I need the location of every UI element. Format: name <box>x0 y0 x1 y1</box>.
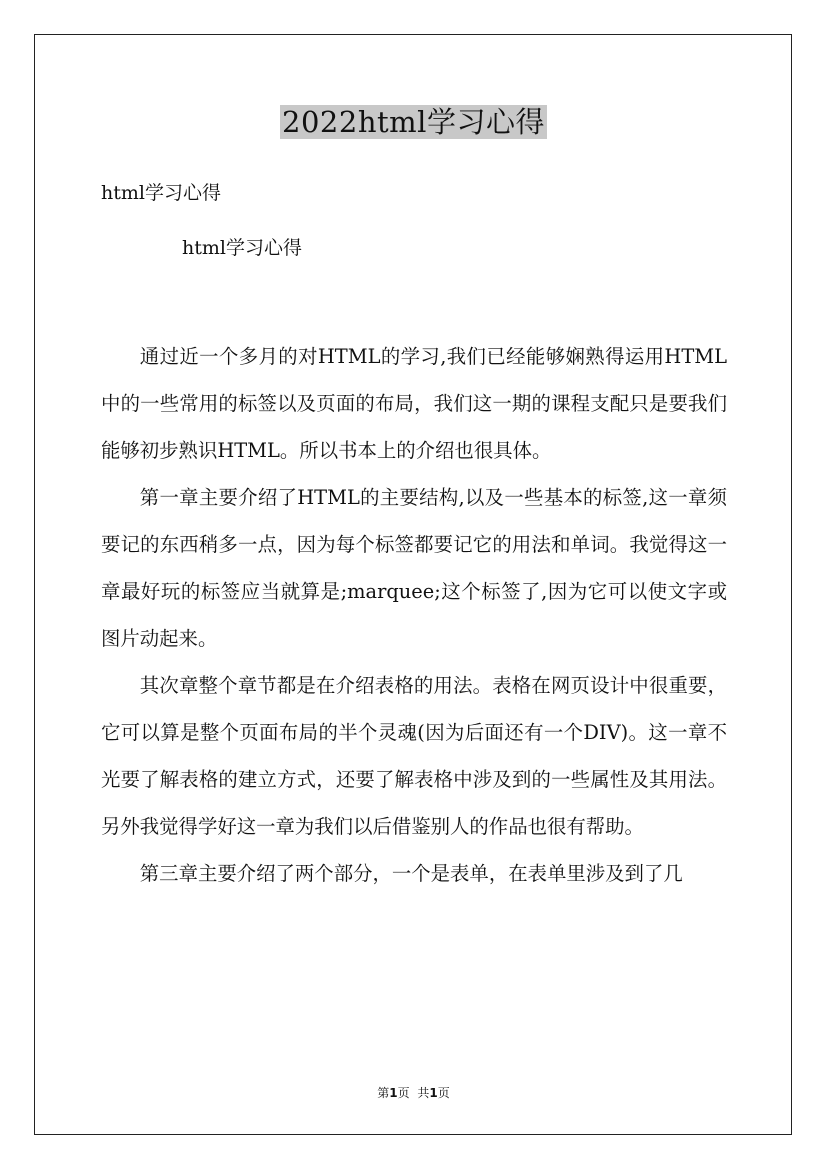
subheading-primary: html学习心得 <box>101 182 221 204</box>
total-label-suffix: 页 <box>437 1086 450 1100</box>
paragraph: 第三章主要介绍了两个部分，一个是表单，在表单里涉及到了几 <box>139 862 683 885</box>
total-pages: 1 <box>429 1086 438 1100</box>
paragraph: 第一章主要介绍了HTML的主要结构,以及一些基本的标签,这一章须要记的东西稍多一点，因为每个标签都要记它的用法和单词。我觉得这一章最好玩的标签应当就算是;marquee;这个标签了,因为它可以使文字或图片动起来。 <box>101 486 727 650</box>
subheading-secondary: html学习心得 <box>182 237 302 259</box>
paragraph: 通过近一个多月的对HTML的学习,我们已经能够娴熟得运用HTML中的一些常用的标签以及页面的布局，我们这一期的课程支配只是要我们能够初步熟识HTML。所以书本上的介绍也很具体。 <box>101 345 727 462</box>
page-number: 1 <box>389 1086 398 1100</box>
document-body <box>101 333 727 897</box>
total-label-prefix: 共 <box>417 1086 430 1100</box>
page-footer <box>0 1085 827 1101</box>
paragraph: 其次章整个章节都是在介绍表格的用法。表格在网页设计中很重要，它可以算是整个页面布局的半个灵魂(因为后面还有一个DIV)。这一章不光要了解表格的建立方式，还要了解表格中涉及到的一些属性及其用法。另外我觉得学好这一章为我们以后借鉴别人的作品也很有帮助。 <box>101 674 727 838</box>
document-title <box>0 100 827 144</box>
page-label-prefix: 第 <box>377 1086 390 1100</box>
document-title-text: 2022html学习心得 <box>282 105 545 139</box>
page-label-suffix: 页 <box>397 1086 410 1100</box>
